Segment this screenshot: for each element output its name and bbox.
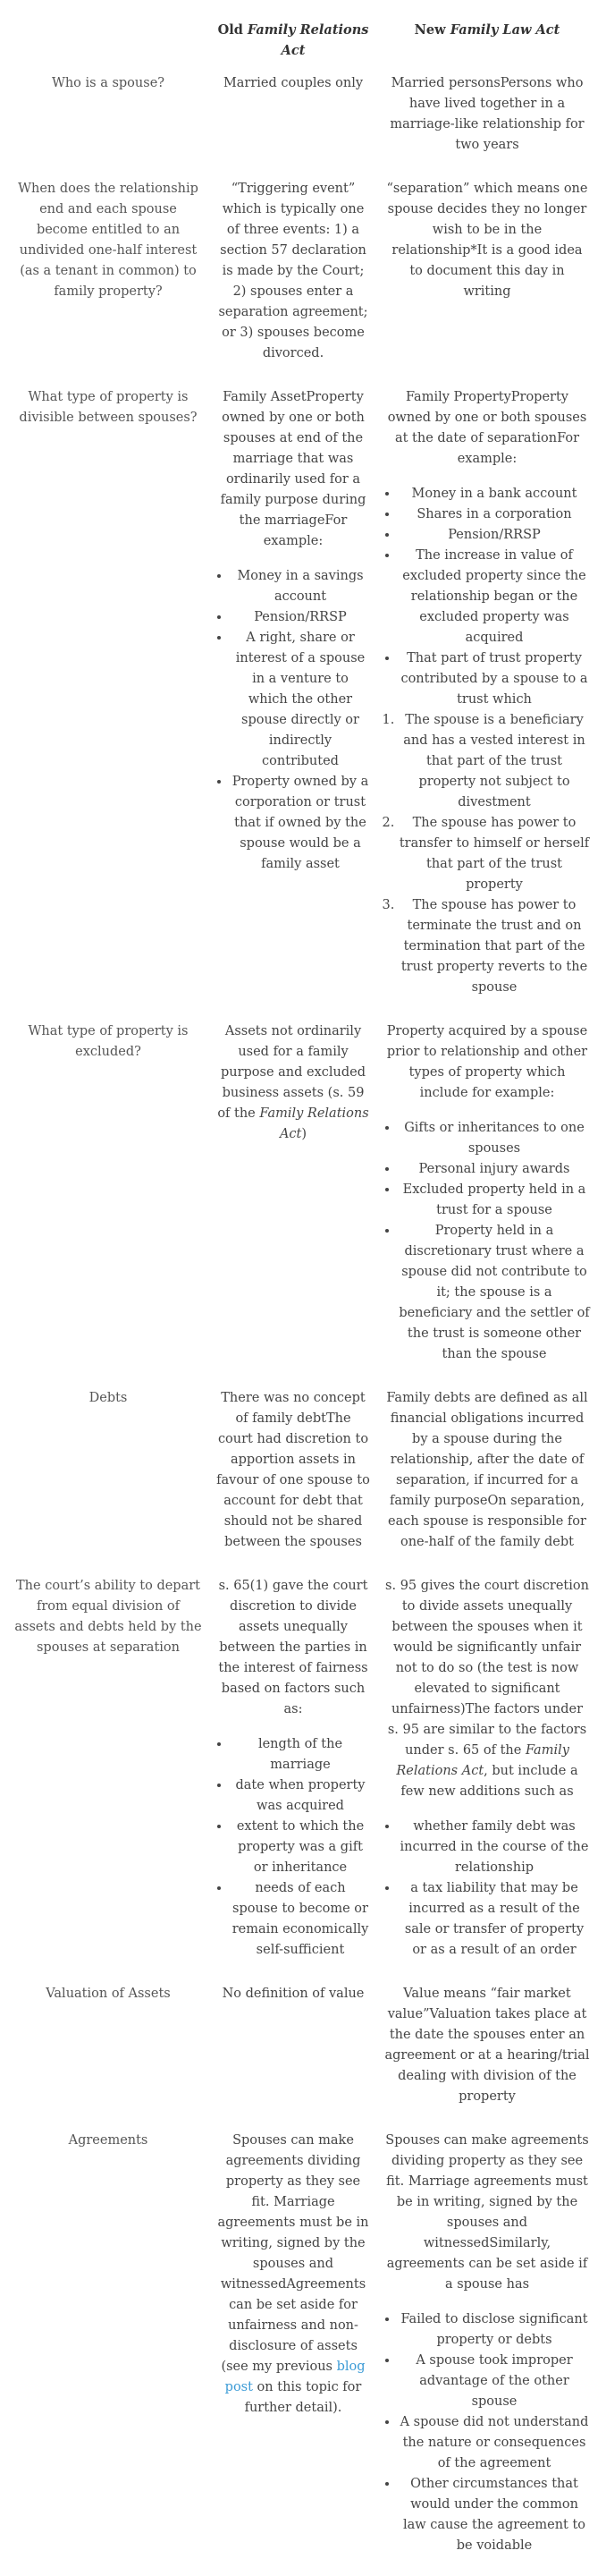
- row-question: Valuation of Assets: [46, 1987, 171, 2001]
- table-row: [7, 384, 597, 1018]
- header-question-column: [7, 16, 209, 70]
- list-item: • Pension/RRSP: [231, 607, 370, 628]
- row-new-list: [384, 484, 590, 710]
- row-new: Family debts are defined as all financial obligations incurred by a spouse during the relationship, after the date of separation, if incurred for a family purposeOn separation, each spouse is responsible for one-half of the family debt: [386, 1391, 588, 1549]
- list-item: • Personal injury awards: [399, 1159, 590, 1180]
- row-new-list: [384, 1118, 590, 1365]
- row-old: [209, 1572, 377, 1980]
- list-item: • date when property was acquired: [231, 1775, 370, 1817]
- blog-post-link[interactable]: blog post: [224, 2360, 366, 2394]
- row-new: [377, 2127, 597, 2576]
- list-item: • A spouse took improper advantage of the other spouse: [399, 2351, 590, 2412]
- row-new-intro: Spouses can make agreements dividing property as they see fit. Marriage agreements must be in writing, signed by the spouses and witnessedSimilarly, agreements can be set aside if a spouse has: [385, 2133, 589, 2292]
- row-question: Debts: [88, 1391, 128, 1405]
- list-item: • needs of each spouse to become or remain economically self-sufficient: [231, 1878, 370, 1961]
- row-old-intro: Family AssetProperty owned by one or both spouses at end of the marriage that was ordinarily used for a family purpose during the marriageFor example:: [220, 390, 366, 548]
- table-row: [7, 70, 597, 175]
- list-item: • Excluded property held in a trust for a spouse: [399, 1180, 590, 1221]
- list-item: • Property held in a discretionary trust where a spouse did not contribute to it; the spouse is a beneficiary and the settler of the trust is someone other than the spouse: [399, 1221, 590, 1365]
- row-old: Spouses can make agreements dividing property as they see fit. Marriage agreements must be in writing, signed by the spouses and witnessedAgreements can be set aside for unfairness and non-disclosure of assets (see my previous blog post on this topic for further detail).: [217, 2133, 369, 2415]
- list-item: • extent to which the property was a gift or inheritance: [231, 1817, 370, 1878]
- list-item: • Money in a bank account: [399, 484, 590, 504]
- row-old-intro: s. 65(1) gave the court discretion to divide assets unequally between the parties in the interest of fairness based on factors such as:: [218, 1579, 368, 1716]
- row-new-intro: s. 95 gives the court discretion to divide assets unequally between the spouses when it would be significantly unfair not to do so (the test is now elevated to significant unfairness)The factors under s. 95 are similar to the factors under s. 65 of the Family Relations Act, but include a few new additions such as: [385, 1579, 589, 1799]
- row-new-list: [384, 2309, 590, 2556]
- row-old: “Triggering event” which is typically one of three events: 1) a section 57 declaration is made by the Court; 2) spouses enter a separation agreement; or 3) spouses become divorced.: [218, 182, 368, 360]
- list-item: • Money in a savings account: [231, 566, 370, 607]
- list-item: 2. The spouse has power to transfer to himself or herself that part of the trust property: [399, 813, 590, 895]
- table-row: [7, 175, 597, 384]
- row-new: Married personsPersons who have lived together in a marriage-like relationship for two years: [390, 76, 585, 152]
- list-item: • A spouse did not understand the nature or consequences of the agreement: [399, 2412, 590, 2474]
- row-new: “separation” which means one spouse decides they no longer wish to be in the relationship*It is a good idea to document this day in writing: [386, 182, 588, 299]
- header-new-act: New Family Law Act: [414, 22, 560, 38]
- row-old: There was no concept of family debtThe court had discretion to apportion assets in favour of one spouse to account for debt that should not be shared between the spouses: [216, 1391, 370, 1549]
- row-old-list: [216, 1734, 370, 1961]
- list-item: • length of the marriage: [231, 1734, 370, 1775]
- row-question: What type of property is divisible between spouses?: [19, 390, 198, 425]
- row-new-list: [384, 1817, 590, 1961]
- list-item: 1. The spouse is a beneficiary and has a vested interest in that part of the trust property not subject to divestment: [399, 710, 590, 813]
- comparison-table: [7, 16, 597, 2576]
- row-question: Agreements: [68, 2133, 148, 2148]
- row-new-sublist: [384, 710, 590, 998]
- row-old: Assets not ordinarily used for a family purpose and excluded business assets (s. 59 of the Family Relations Act): [217, 1024, 369, 1141]
- row-old: [209, 384, 377, 1018]
- list-item: • Property owned by a corporation or trust that if owned by the spouse would be a family asset: [231, 772, 370, 875]
- table-row: [7, 1980, 597, 2127]
- table-header-row: [7, 16, 597, 70]
- list-item: • Failed to disclose significant property or debts: [399, 2309, 590, 2351]
- list-item: • Gifts or inheritances to one spouses: [399, 1118, 590, 1159]
- row-new-intro: Family PropertyProperty owned by one or both spouses at the date of separationFor example:: [387, 390, 587, 466]
- list-item: 3. The spouse has power to terminate the trust and on termination that part of the trust property reverts to the spouse: [399, 895, 590, 998]
- list-item: • A right, share or interest of a spouse in a venture to which the other spouse directly or indirectly contributed: [231, 628, 370, 772]
- list-item: • Other circumstances that would under the common law cause the agreement to be voidable: [399, 2474, 590, 2556]
- row-new: [377, 384, 597, 1018]
- list-item: • whether family debt was incurred in the course of the relationship: [399, 1817, 590, 1878]
- list-item: • Pension/RRSP: [399, 525, 590, 546]
- row-old: Married couples only: [223, 76, 364, 90]
- table-row: [7, 2127, 597, 2576]
- row-question: Who is a spouse?: [51, 76, 165, 90]
- list-item: • That part of trust property contributed by a spouse to a trust which: [399, 648, 590, 710]
- row-old: No definition of value: [222, 1987, 365, 2001]
- table-row: [7, 1385, 597, 1572]
- list-item: • The increase in value of excluded property since the relationship began or the excluded property was acquired: [399, 546, 590, 648]
- table-row: [7, 1572, 597, 1980]
- list-item: • Shares in a corporation: [399, 504, 590, 525]
- row-question: The court’s ability to depart from equal division of assets and debts held by the spouses at separation: [14, 1579, 202, 1655]
- row-new: [377, 1018, 597, 1385]
- row-question: When does the relationship end and each spouse become entitled to an undivided one-half interest (as a tenant in common) to family property?: [18, 182, 198, 299]
- table-row: [7, 1018, 597, 1385]
- list-item: • a tax liability that may be incurred as a result of the sale or transfer of property or as a result of an order: [399, 1878, 590, 1961]
- row-new: [377, 1572, 597, 1980]
- row-old-list: [216, 566, 370, 875]
- header-old-act: Old Family Relations Act: [217, 22, 369, 58]
- row-question: What type of property is excluded?: [28, 1024, 189, 1059]
- row-new-intro: Property acquired by a spouse prior to relationship and other types of property which include for example:: [386, 1024, 588, 1100]
- row-new: Value means “fair market value”Valuation takes place at the date the spouses enter an agreement or at a hearing/trial dealing with division of the property: [384, 1987, 590, 2104]
